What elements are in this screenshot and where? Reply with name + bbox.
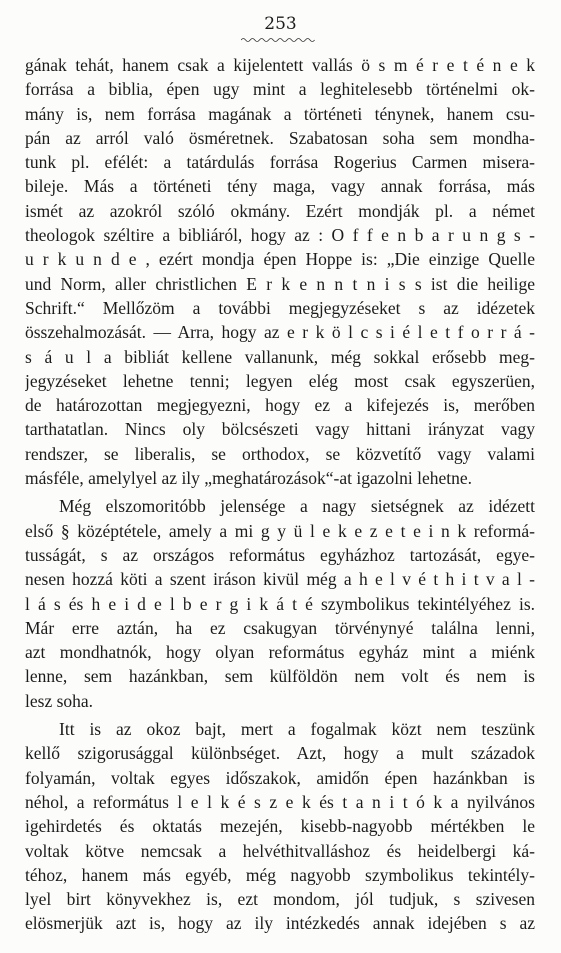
paragraph [25, 494, 535, 713]
text-line: téhoz, hanem más egyéb, még nagyobb szymbolikus tekintély- [25, 864, 535, 885]
text-line: Schrift.“ Mellőzöm a további megjegyzéseket s az idézetek [25, 297, 535, 318]
text-line: Még elszomoritóbb jelensége a nagy sietségnek az idézett [59, 496, 535, 517]
text-line: pán az arról való ösméretnek. Szabatosan soha sem mondha- [25, 127, 535, 148]
text-line: rendszer, se liberalis, se orthodox, se közvetítő vagy valami [25, 443, 535, 464]
text-line: tarthatatlan. Nincs oly bölcsészeti vagy hittani irányzat vagy [25, 419, 535, 440]
text-line: und Norm, aller christlichen E r k e n n t n i s s ist die heilige [25, 273, 535, 294]
text-line: l á s és h e i d e l b e r g i k á t é szymbolikus tekintélyéhez is. [25, 593, 535, 614]
text-line: s á u l a bibliát kellene vallanunk, még sokkal erősebb meg- [25, 346, 535, 367]
text-line: Itt is az okoz bajt, mert a fogalmak közt nem teszünk [59, 719, 535, 740]
text-line: lyel birt könyvekhez is, ezt mondom, jól tudjuk, s szivesen [25, 889, 535, 910]
text-line: u r k u n d e , ezért mondja épen Hoppe is: „Die einzige Quelle [25, 249, 535, 270]
page-number: 253 [264, 14, 297, 34]
paragraph [25, 53, 535, 490]
text-line: azt mondhatnók, hogy olyan református egyház mint a miénk [25, 642, 535, 663]
text-line: Már erre aztán, ha ez csakugyan törvénynyé találna lenni, [25, 617, 535, 638]
body-text [25, 53, 535, 936]
text-line: gának tehát, hanem csak a kijelentett vallás ö s m é r e t é n e k [25, 55, 535, 75]
text-line: igehirdetés és oktatás mezején, kisebb-nagyobb mértékben le [25, 816, 535, 837]
text-line: voltak kötve nemcsak a helvéthitvalláshoz és heidelbergi ká- [25, 840, 535, 861]
text-line: lenne, sem hazánkban, sem külföldön nem volt és nem is [25, 666, 535, 687]
text-line: bileje. Más a történeti tény maga, vagy annak forrása, más [25, 176, 535, 197]
paragraph [25, 717, 535, 936]
text-line: ismét az azokról szóló okmány. Ezért mondják pl. a német [25, 200, 535, 221]
text-line: lesz soha. [25, 690, 94, 711]
page-number-ornament [241, 37, 315, 43]
text-line: tusságát, s az országos református egyházhoz tartozását, egye- [25, 544, 535, 565]
text-line: folyamán, voltak egyes időszakok, amidőn épen hazánkban is [25, 767, 535, 788]
text-line: nesen hozzá köti a szent iráson kivül még a h e l v é t h i t v a l - [25, 569, 535, 590]
text-line: mány is, nem forrása magának a történeti ténynek, hanem csu- [25, 103, 535, 124]
text-line: néhol, a református l e l k é s z e k és t a n i t ó k a nyilvános [25, 791, 535, 812]
text-line: kellő szigorusággal különbséget. Azt, hogy a mult századok [25, 743, 535, 764]
text-line: forrása a biblia, épen ugy mint a leghitelesebb történelmi ok- [25, 79, 535, 100]
text-line: első § középtétele, amely a mi g y ü l e k e z e t e i n k reformá- [25, 520, 535, 541]
text-line: theologok széltire a bibliáról, hogy az : O f f e n b a r u n g s - [25, 225, 535, 246]
text-line: jegyzéseket lehetne tenni; legyen elég most csak egyszerüen, [25, 370, 535, 391]
text-line: összehalmozását. — Arra, hogy az e r k ö l c s i é l e t f o r r á - [25, 322, 535, 343]
text-line: elösmerjük azt is, hogy az ily intézkedés annak idejében s az [25, 913, 535, 934]
text-line: másféle, amelylyel az ily „meghatározások“-at igazolni lehetne. [25, 468, 473, 489]
text-line: de határozottan megjegyezni, hogy ez a kifejezés is, merőben [25, 395, 535, 416]
text-line: tunk pl. efélét: a tatárdulás forrása Rogerius Carmen misera- [25, 152, 535, 173]
